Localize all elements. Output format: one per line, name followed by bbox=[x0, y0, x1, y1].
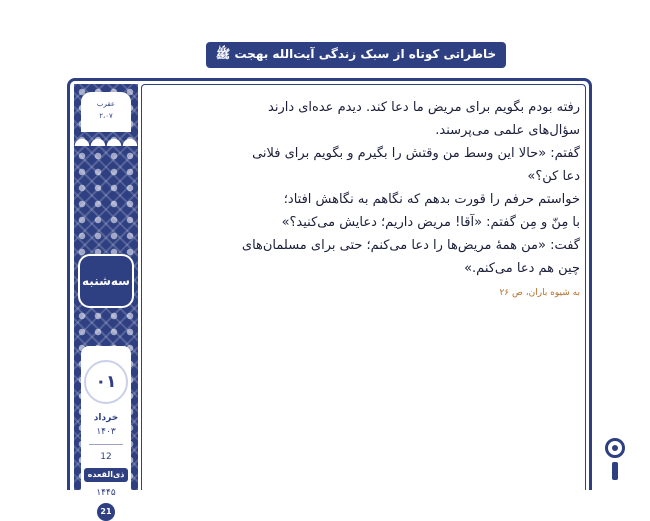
solar-month: خرداد bbox=[93, 413, 119, 423]
day-number-circle bbox=[84, 360, 128, 404]
lunar-month-badge: ذی‌القعده bbox=[84, 468, 128, 482]
lunar-day: 12 bbox=[100, 452, 112, 462]
text-line: گفت: «من همهٔ مریض‌ها را دعا می‌کنم؛ حتی برای مسلمان‌های bbox=[241, 238, 580, 253]
date-card bbox=[81, 92, 131, 132]
solar-year: ۱۴۰۳ bbox=[96, 427, 116, 437]
source-citation: به شیوه باران، ص ۲۶ bbox=[499, 288, 580, 298]
calendar-divider bbox=[89, 444, 123, 445]
diamond-ornament-icon bbox=[188, 46, 205, 63]
sidebar-pattern bbox=[74, 84, 138, 516]
text-line: سؤال‌های علمی می‌پرسند. bbox=[435, 123, 580, 138]
header-banner bbox=[206, 42, 506, 68]
text-line: با مِنّ و مِن گفتم: «آقا! مریض داریم؛ دعایش می‌کنید؟» bbox=[281, 215, 580, 230]
day-number: ۰۱ bbox=[95, 372, 117, 392]
date-line-month: عقرب bbox=[96, 100, 116, 108]
weekday-text: سه‌شنبه bbox=[82, 274, 130, 288]
text-line: گفتم: «حالا این وسط من وقتش را بگیرم و بگویم برای فلانی bbox=[252, 146, 580, 161]
logo-ring bbox=[605, 438, 625, 458]
diamond-ornament-icon bbox=[508, 46, 525, 63]
text-line: خواستم حرفم را قورت بدهم که نگاهم به نگاهش افتاد؛ bbox=[283, 192, 580, 207]
scallop-divider bbox=[74, 132, 138, 146]
memoir-text bbox=[148, 96, 580, 298]
page-title: خاطراتی کوتاه از سبک زندگی آیت‌الله بهجت ﷺ bbox=[215, 46, 497, 61]
text-line: دعا کن؟» bbox=[527, 169, 580, 184]
weekday-label bbox=[78, 254, 134, 308]
brand-logo-icon bbox=[600, 438, 630, 490]
logo-bar bbox=[612, 462, 618, 480]
lunar-year: ۱۴۴۵ bbox=[96, 488, 116, 498]
text-line: چین هم دعا می‌کنم.» bbox=[464, 261, 580, 276]
page-number: 21 bbox=[97, 503, 115, 521]
date-line-value: ۲،۰۷ bbox=[99, 112, 113, 120]
text-line: رفته بودم بگویم برای مریض ما دعا کند. دیدم عده‌ای دارند bbox=[268, 100, 580, 115]
